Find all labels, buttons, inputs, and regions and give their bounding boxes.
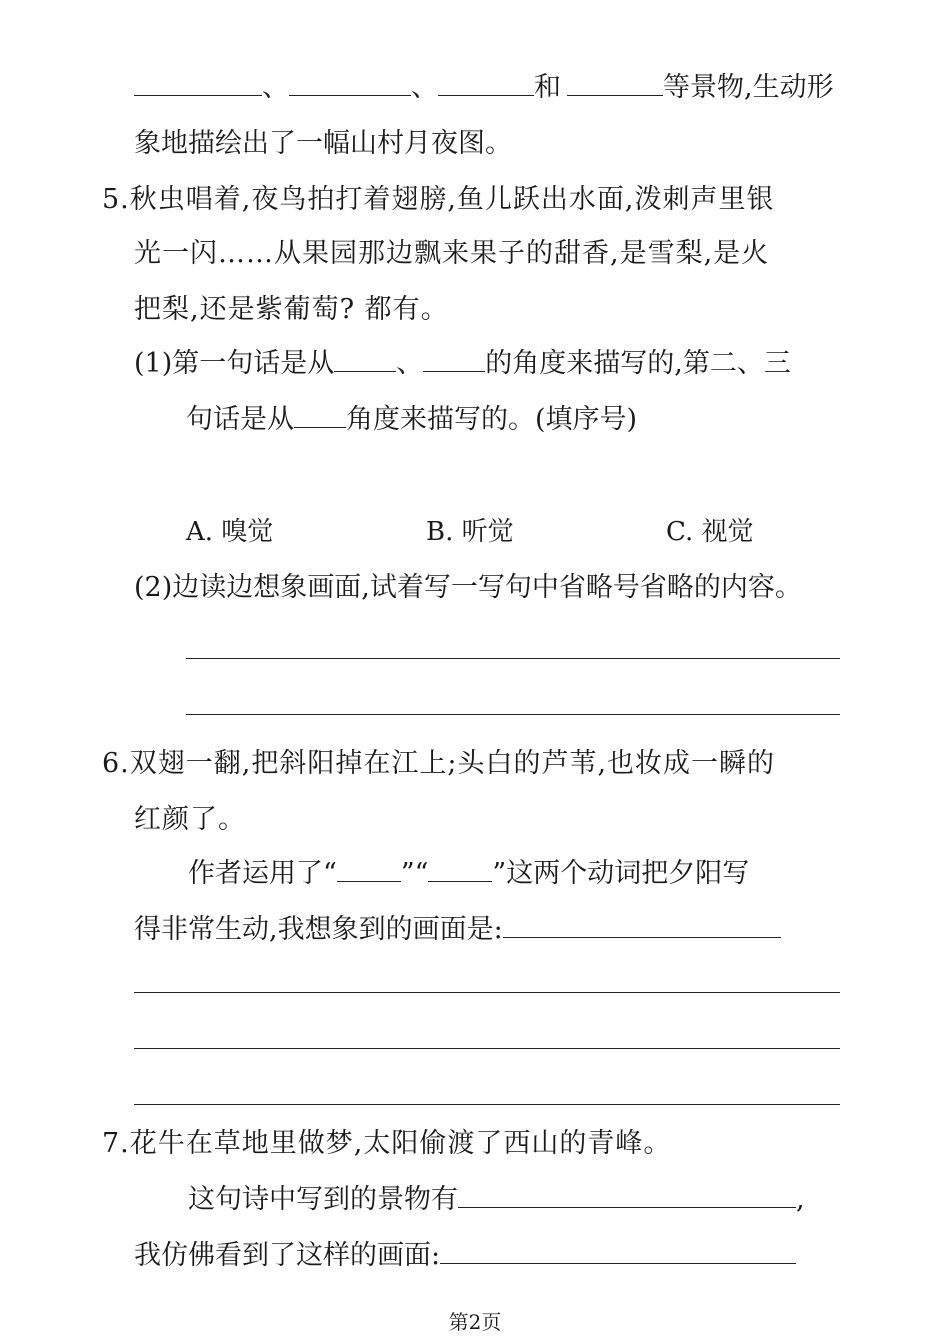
answer-blank[interactable] [337,855,401,882]
answer-line[interactable] [134,1104,840,1105]
q6-prompt-line-2: 得非常生动,我想象到的画面是: [134,910,781,950]
q5-line-1: 5.秋虫唱着,夜鸟拍打着翅膀,鱼儿跃出水面,泼刺声里银 [102,184,775,215]
q5-line-2: 光一闪……从果园那边飘来果子的甜香,是雪梨,是火 [134,238,770,269]
answer-line[interactable] [186,658,840,659]
option-a: A. 嗅觉 [186,517,274,547]
answer-blank[interactable] [289,69,411,96]
continuation-line-1: 、 、 和 等景物,生动形 [134,68,834,108]
answer-blank[interactable] [503,911,781,938]
answer-blank[interactable] [567,69,663,96]
answer-blank[interactable] [438,69,534,96]
q7-prompt-line-1: 这句诗中写到的景物有 , [188,1180,805,1220]
answer-blank[interactable] [440,1237,796,1264]
q7-prompt-line-2: 我仿佛看到了这样的画面: [134,1236,796,1276]
answer-line[interactable] [186,714,840,715]
q5-sub1-line-2: 句话是从 角度来描写的。(填序号) [186,400,637,440]
q6-line-1: 6.双翅一翻,把斜阳掉在江上;头白的芦苇,也妆成一瞬的 [102,748,776,779]
answer-blank[interactable] [134,69,262,96]
answer-blank[interactable] [428,855,492,882]
answer-blank[interactable] [458,1181,796,1208]
question-number: 7. [102,1128,130,1159]
q5-line-3: 把梨,还是紫葡萄? 都有。 [134,294,449,325]
q6-line-2: 红颜了。 [134,804,246,835]
option-c: C. 视觉 [666,517,754,547]
option-b: B. 听觉 [426,517,514,547]
q7-line-1: 7.花牛在草地里做梦,太阳偷渡了西山的青峰。 [102,1128,672,1159]
sub-question-label: (1) [134,348,173,379]
sub-question-label: (2) [134,572,173,603]
answer-blank[interactable] [423,345,485,372]
answer-line[interactable] [134,992,840,993]
answer-blank[interactable] [334,345,396,372]
answer-blank[interactable] [294,401,346,428]
question-number: 5. [102,184,130,215]
continuation-line-2: 象地描绘出了一幅山村月夜图。 [134,128,512,159]
answer-line[interactable] [134,1048,840,1049]
question-number: 6. [102,748,130,779]
page-number: 第2页 [448,1310,502,1334]
q5-sub2-line: (2)边读边想象画面,试着写一写句中省略号省略的内容。 [134,572,802,603]
q5-sub1-line-1: (1)第一句话是从 、 的角度来描写的,第二、三 [134,344,791,384]
q6-prompt-line-1: 作者运用了“ ”“ ”这两个动词把夕阳写 [188,854,749,894]
